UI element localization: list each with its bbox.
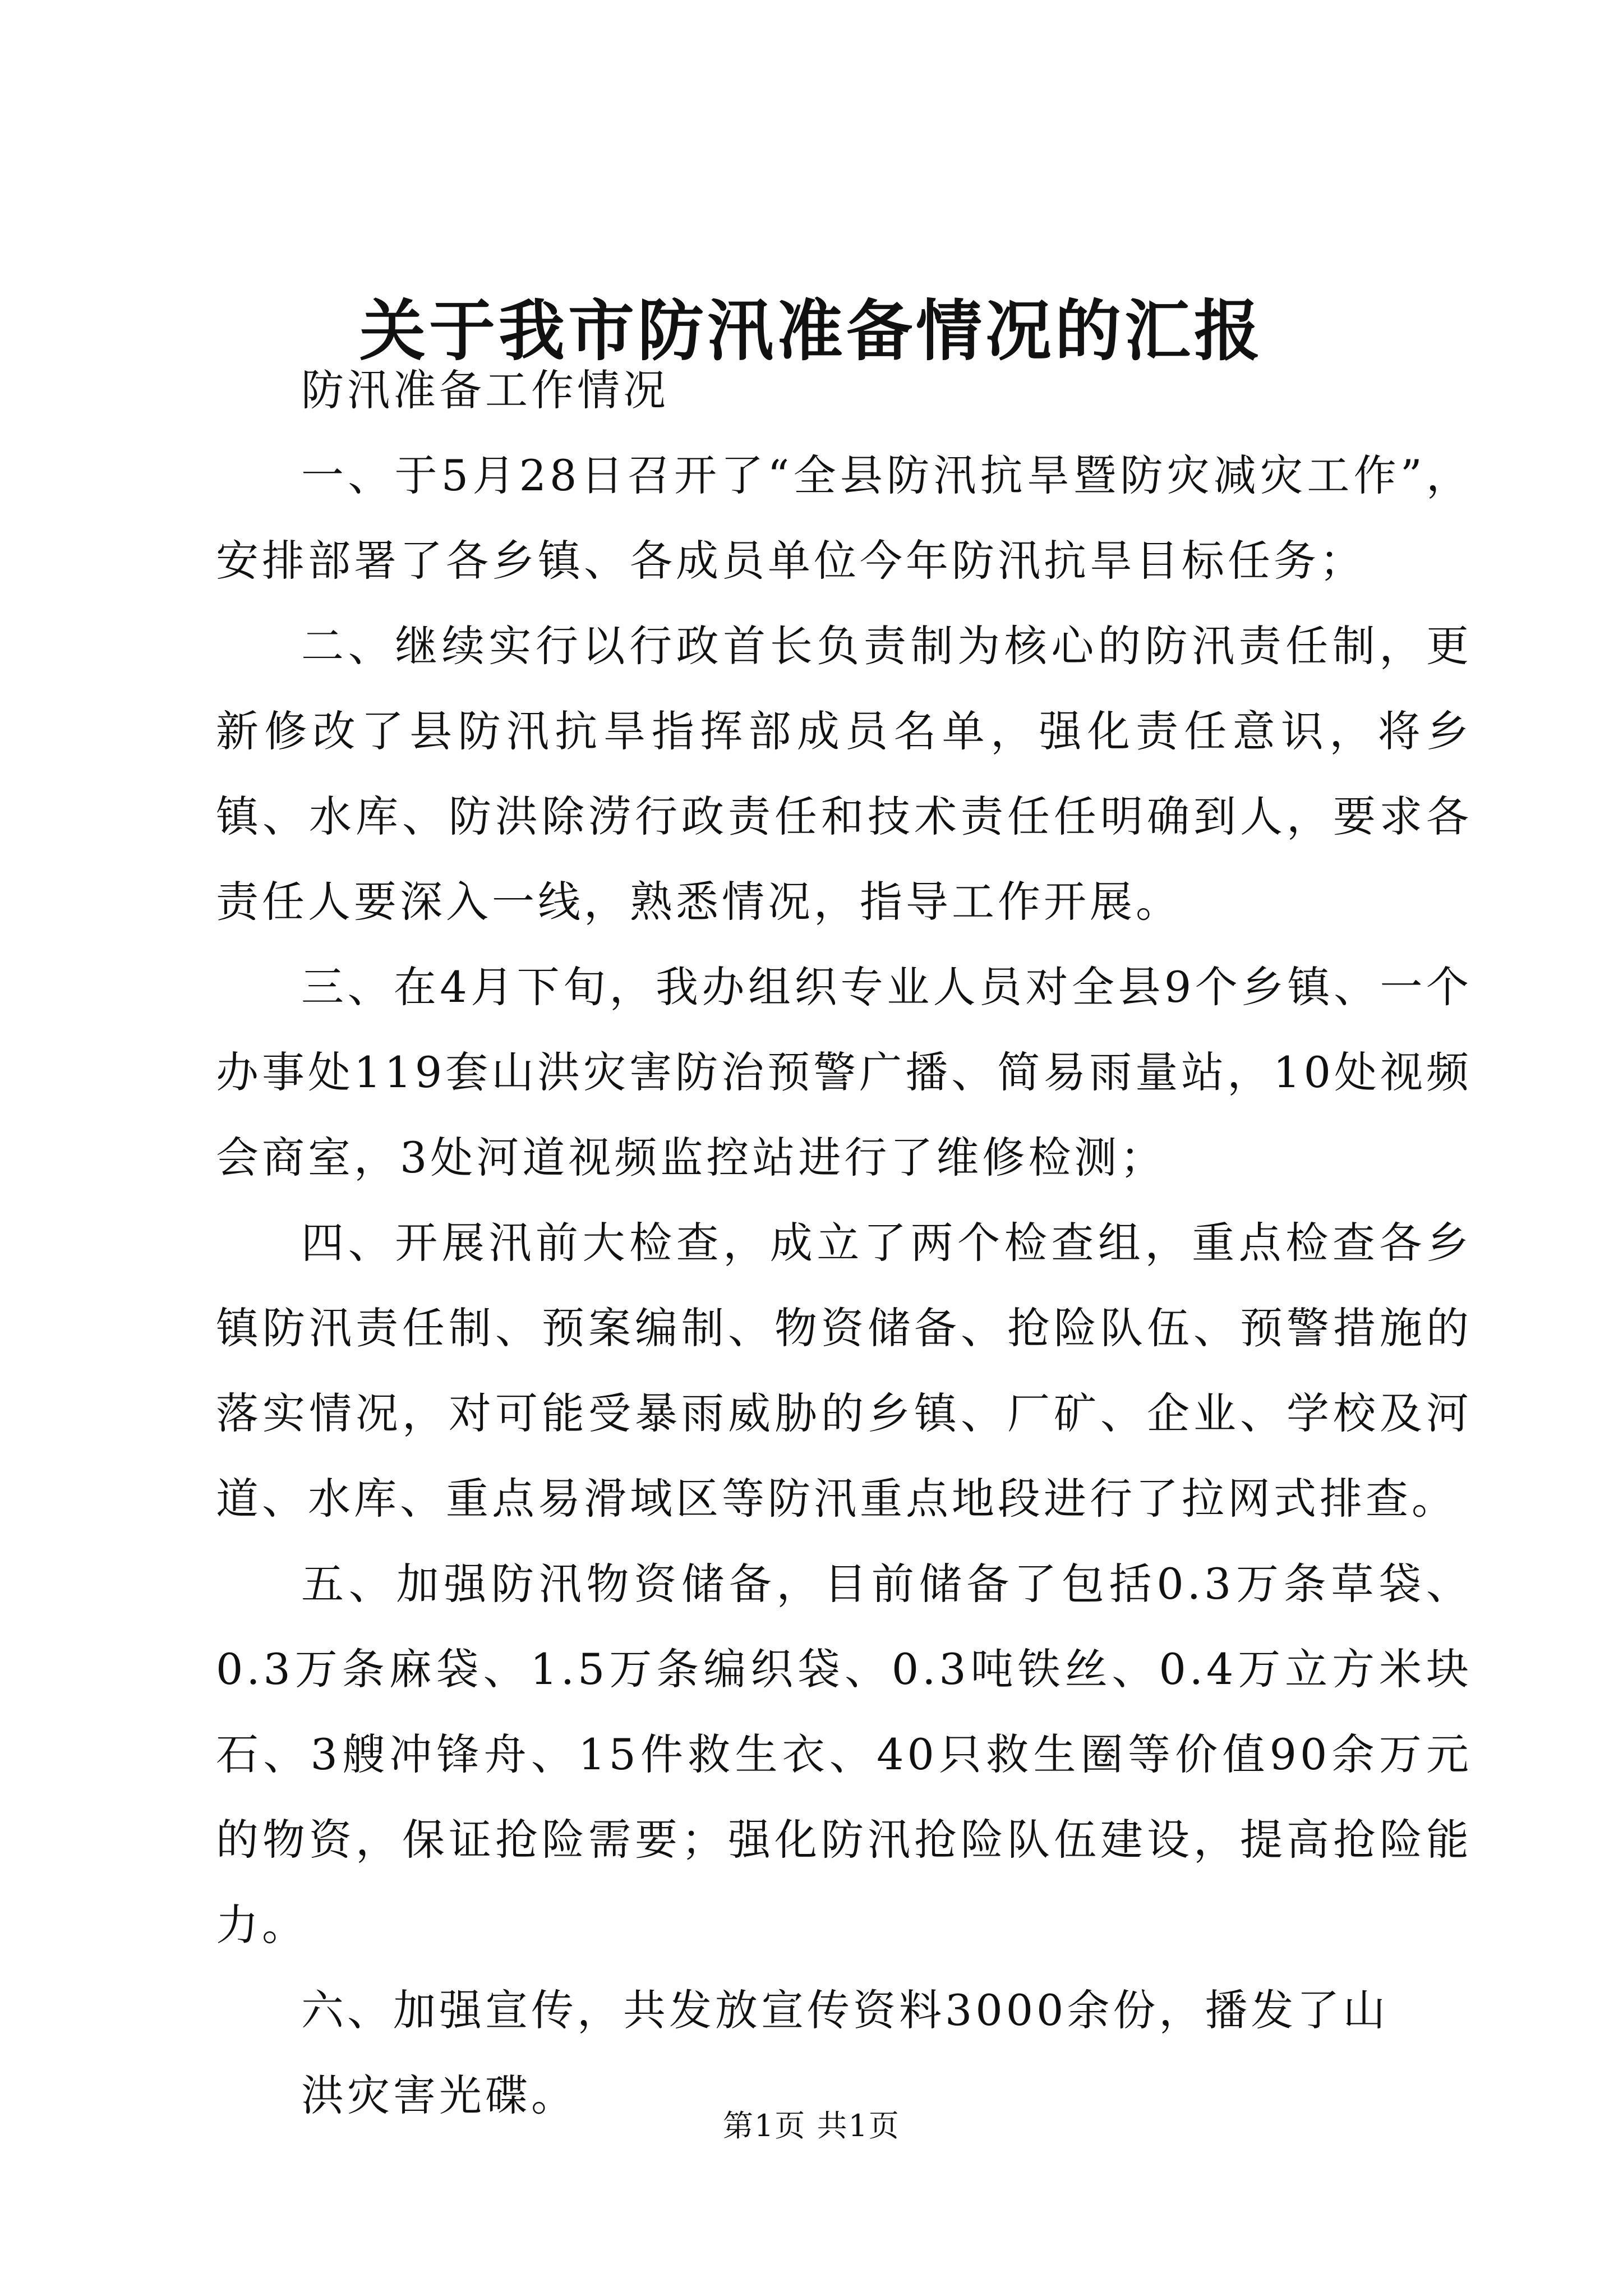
page-number-footer: 第1页 共1页	[723, 2108, 900, 2143]
paragraph-item-4: 四、开展汛前大检查，成立了两个检查组，重点检查各乡镇防汛责任制、预案编制、物资储备、抢险队伍、预警措施的落实情况，对可能受暴雨威胁的乡镇、厂矿、企业、学校及河道、水库、重点易滑域区等防汛重点地段进行了拉网式排查。	[216, 1218, 1472, 1524]
paragraph-item-6-continued: 洪灾害光碟。	[301, 2070, 577, 2120]
document-body	[216, 348, 1472, 2138]
paragraph-item-5: 五、加强防汛物资储备，目前储备了包括0.3万条草袋、0.3万条麻袋、1.5万条编织袋、0.3吨铁丝、0.4万立方米块石、3艘冲锋舟、15件救生衣、40只救生圈等价值90余万元的物资，保证抢险需要；强化防汛抢险队伍建设，提高抢险能力。	[216, 1559, 1472, 1950]
document-title: 关于我市防汛准备情况的汇报	[359, 292, 1264, 370]
paragraph-heading: 防汛准备工作情况	[301, 365, 669, 415]
paragraph-item-3: 三、在4月下旬，我办组织专业人员对全县9个乡镇、一个办事处119套山洪灾害防治预警广播、简易雨量站，10处视频会商室，3处河道视频监控站进行了维修检测；	[216, 962, 1472, 1182]
paragraph-item-2: 二、继续实行以行政首长负责制为核心的防汛责任制，更新修改了县防汛抗旱指挥部成员名单，强化责任意识，将乡镇、水库、防洪除涝行政责任和技术责任任明确到人，要求各责任人要深入一线，熟悉情况，指导工作开展。	[216, 621, 1472, 927]
paragraph-item-1: 一、于5月28日召开了“全县防汛抗旱暨防灾减灾工作”，安排部署了各乡镇、各成员单位今年防汛抗旱目标任务；	[216, 450, 1472, 586]
paragraph-item-6: 六、加强宣传，共发放宣传资料3000余份，播发了山	[301, 1985, 1389, 2035]
